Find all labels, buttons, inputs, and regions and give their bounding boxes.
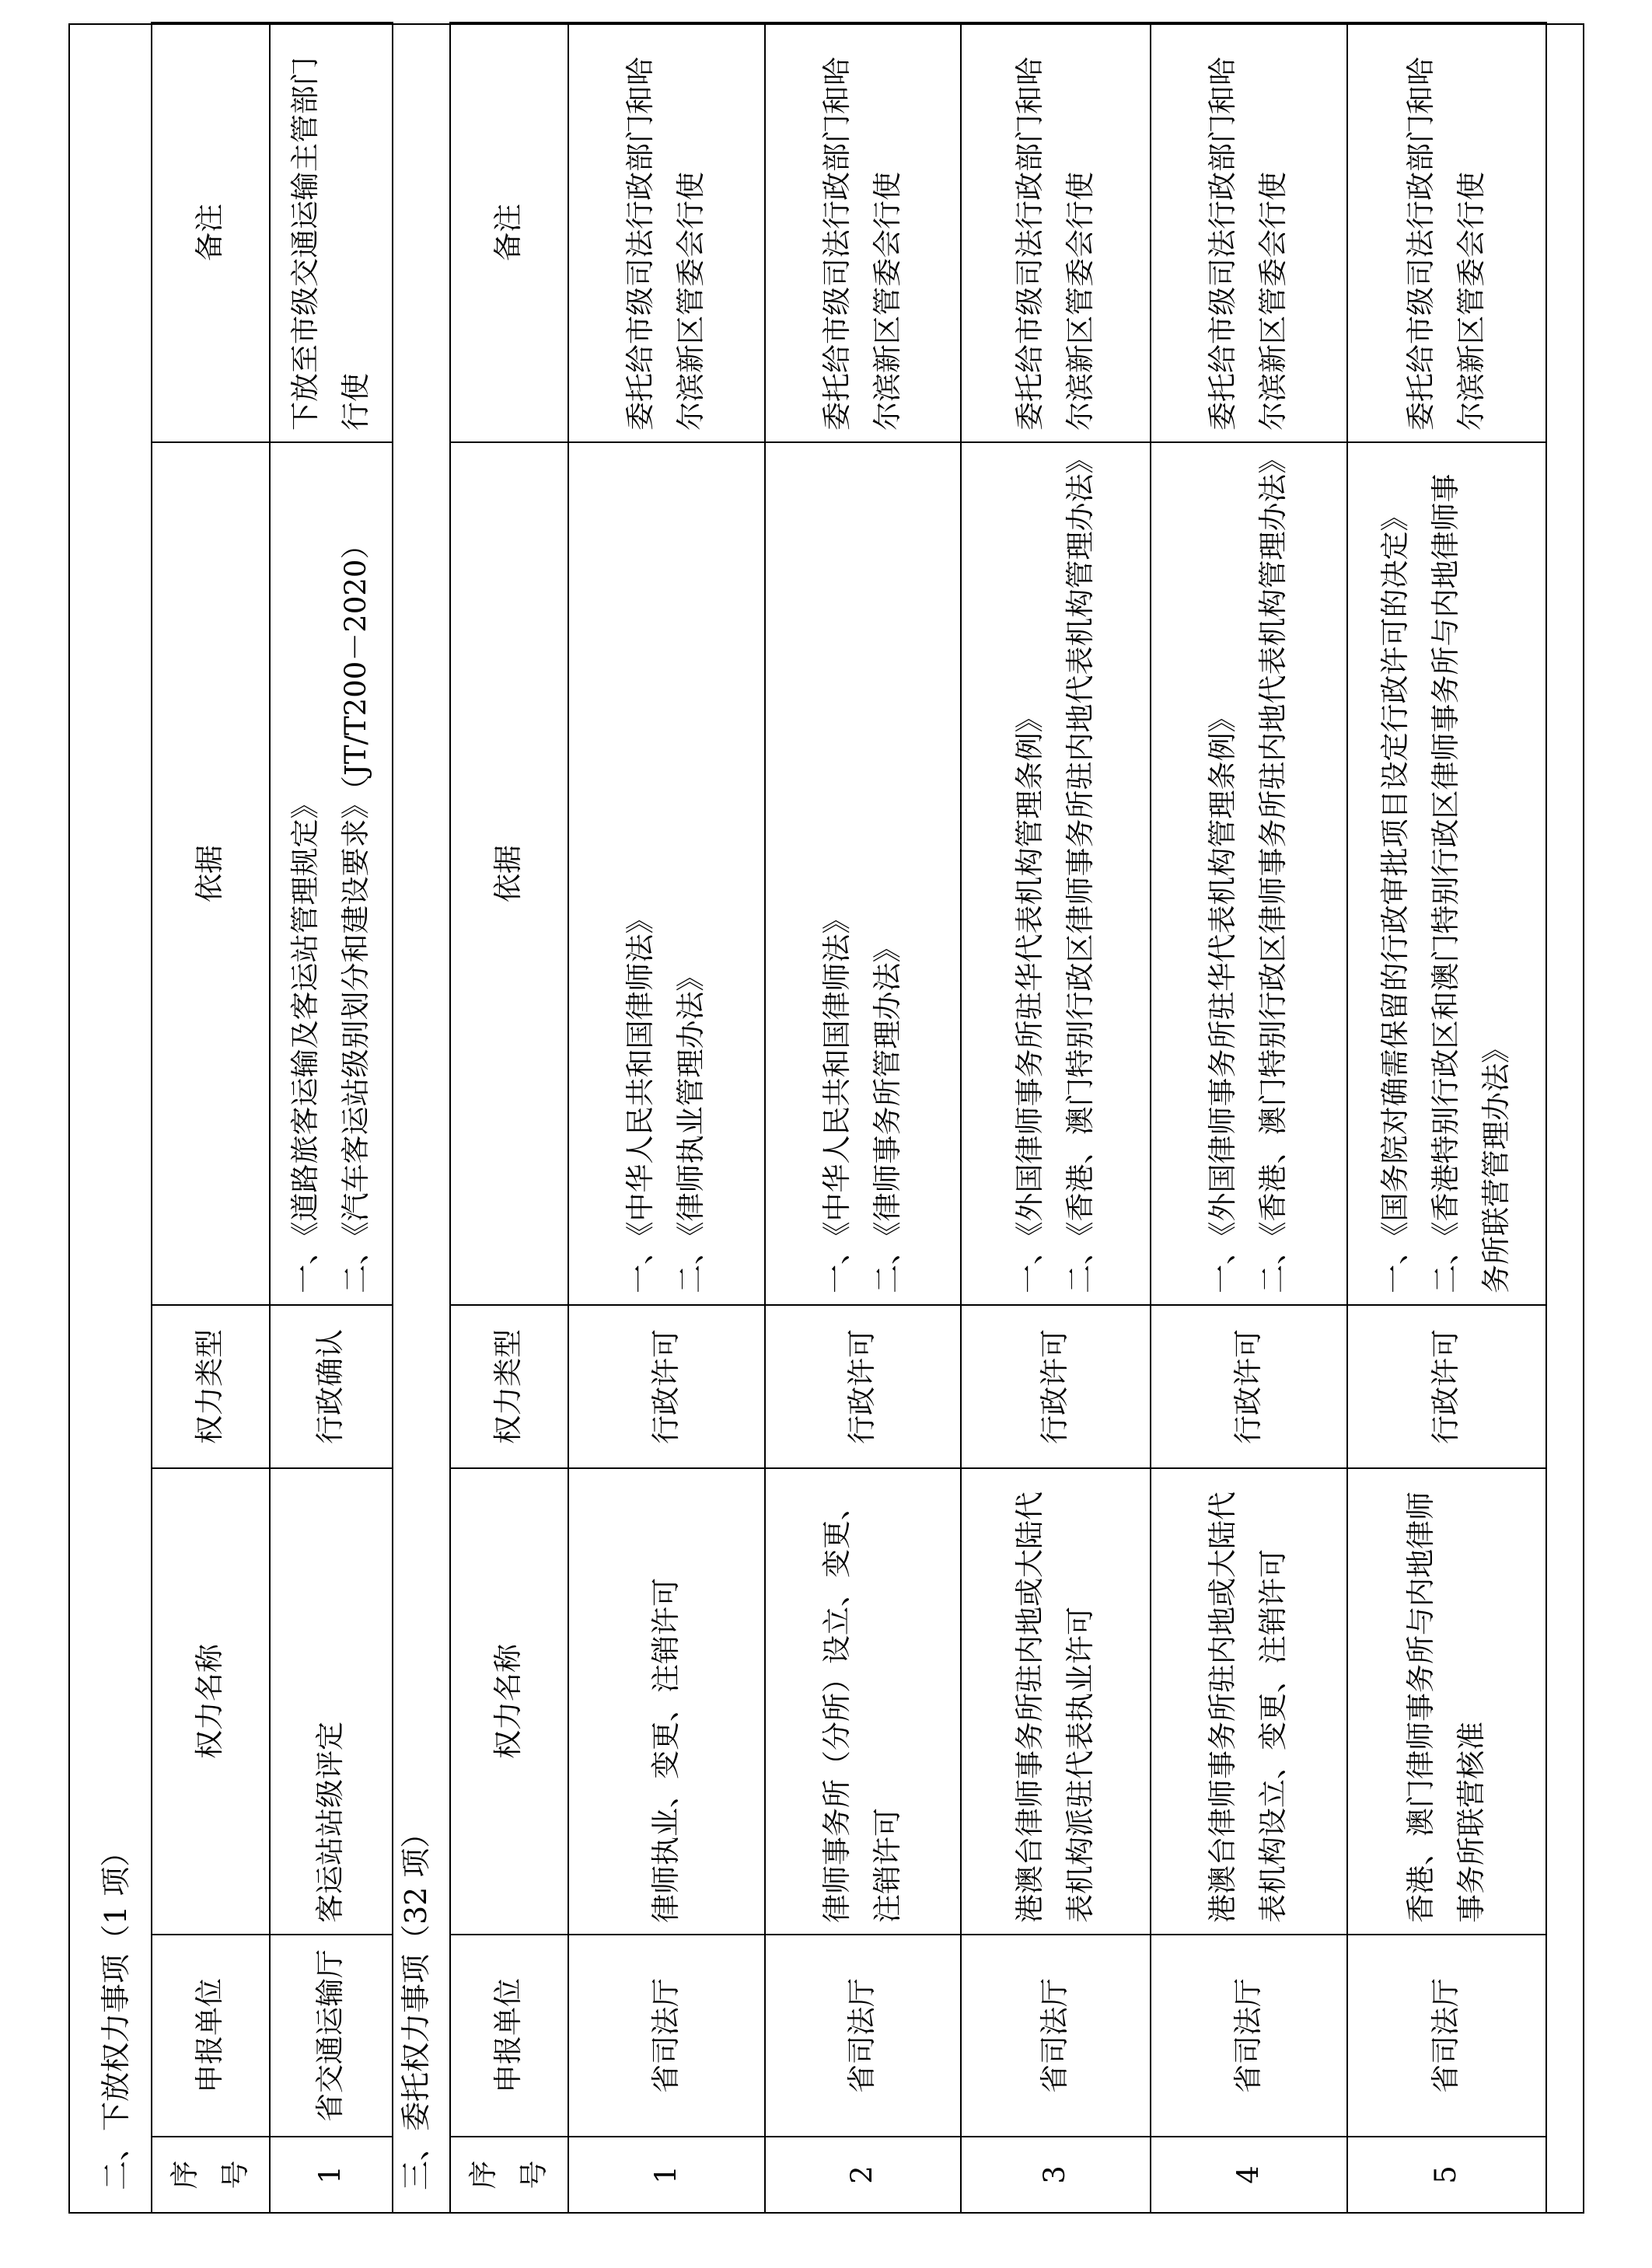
col-header-type: 权力类型: [450, 1305, 568, 1468]
cell-basis: [270, 442, 393, 1305]
col-header-basis: 依据: [152, 442, 270, 1305]
cell-basis: [765, 442, 961, 1305]
cell-name: 香港、澳门律师事务所与内地律师事务所联营核准: [1347, 1468, 1546, 1935]
cell-no: 1: [568, 2137, 765, 2213]
col-header-name: 权力名称: [450, 1468, 568, 1935]
basis-line: 二、《香港、澳门特别行政区律师事务所驻内地代表机构管理办法》: [1256, 445, 1290, 1293]
table-row: [1347, 23, 1546, 2213]
cell-type: 行政确认: [270, 1305, 393, 1468]
cell-basis: [1151, 442, 1347, 1305]
basis-line: 二、《律师事务所管理办法》: [870, 933, 904, 1293]
cell-type: 行政许可: [1151, 1305, 1347, 1468]
basis-line: 一、《国务院对确需保留的行政审批项目设定行政许可的决定》: [1378, 502, 1413, 1293]
section-title: 二、下放权力事项（1 项）: [99, 1837, 133, 2190]
cell-unit: 省司法厅: [568, 1935, 765, 2137]
delegated-powers-table: [151, 22, 393, 2214]
cell-type: 行政许可: [568, 1305, 765, 1468]
table-row: [1151, 23, 1347, 2213]
basis-line: 一、《外国律师事务所驻华代表机构管理条例》: [1012, 703, 1046, 1293]
cell-basis: [961, 442, 1151, 1305]
cell-no: 5: [1347, 2137, 1546, 2213]
col-header-unit: 申报单位: [152, 1935, 270, 2137]
cell-unit: 省司法厅: [1151, 1935, 1347, 2137]
cell-name: 港澳台律师事务所驻内地或大陆代表机构设立、变更、注销许可: [1151, 1468, 1347, 1935]
table-row: [765, 23, 961, 2213]
cell-basis: [1347, 442, 1546, 1305]
cell-note: 委托给市级司法行政部门和哈尔滨新区管委会行使: [961, 23, 1151, 442]
cell-no: 1: [270, 2137, 393, 2213]
cell-note: 委托给市级司法行政部门和哈尔滨新区管委会行使: [568, 23, 765, 442]
rotated-page: [68, 23, 1584, 2214]
cell-no: 3: [961, 2137, 1151, 2213]
cell-unit: 省司法厅: [1347, 1935, 1546, 2137]
cell-no: 2: [765, 2137, 961, 2213]
cell-no: 4: [1151, 2137, 1347, 2213]
cell-type: 行政许可: [961, 1305, 1151, 1468]
cell-note: 委托给市级司法行政部门和哈尔滨新区管委会行使: [765, 23, 961, 442]
cell-unit: 省交通运输厅: [270, 1935, 393, 2137]
cell-type: 行政许可: [765, 1305, 961, 1468]
cell-name: 港澳台律师事务所驻内地或大陆代表机构派驻代表执业许可: [961, 1468, 1151, 1935]
entrusted-powers-table: [449, 22, 1547, 2214]
table-row: [568, 23, 765, 2213]
cell-unit: 省司法厅: [765, 1935, 961, 2137]
basis-line: 二、《香港特别行政区和澳门特别行政区律师事务所与内地律师事务所联营管理办法》: [1429, 473, 1513, 1293]
basis-line: 一、《中华人民共和国律师法》: [819, 905, 854, 1293]
table-header-row: [152, 23, 270, 2213]
col-header-name: 权力名称: [152, 1468, 270, 1935]
basis-line: 一、《道路旅客运输及客运站管理规定》: [288, 790, 322, 1293]
basis-line: 二、《香港、澳门特别行政区律师事务所驻内地代表机构管理办法》: [1063, 445, 1097, 1293]
cell-type: 行政许可: [1347, 1305, 1546, 1468]
col-header-note: 备注: [152, 23, 270, 442]
table-row: [961, 23, 1151, 2213]
section-title: 三、委托权力事项（32 项）: [399, 1818, 433, 2190]
cell-name: 律师执业、变更、注销许可: [568, 1468, 765, 1935]
table-row: [270, 23, 393, 2213]
basis-line: 二、《律师执业管理办法》: [674, 962, 707, 1293]
cell-unit: 省司法厅: [961, 1935, 1151, 2137]
cell-note: 委托给市级司法行政部门和哈尔滨新区管委会行使: [1347, 23, 1546, 442]
col-header-basis: 依据: [450, 442, 568, 1305]
cell-note: 委托给市级司法行政部门和哈尔滨新区管委会行使: [1151, 23, 1347, 442]
cell-note: 下放至市级交通运输主管部门行使: [270, 23, 393, 442]
col-header-note: 备注: [450, 23, 568, 442]
table-header-row: [450, 23, 568, 2213]
basis-line: 二、《汽车客运站级别划分和建设要求》（JT/T200－2020）: [338, 530, 372, 1293]
col-header-no: 序号: [152, 2137, 270, 2213]
cell-name: 客运站站级评定: [270, 1468, 393, 1935]
basis-line: 一、《外国律师事务所驻华代表机构管理条例》: [1206, 703, 1240, 1293]
col-header-no: 序号: [450, 2137, 568, 2213]
cell-name: 律师事务所（分所）设立、变更、注销许可: [765, 1468, 961, 1935]
col-header-unit: 申报单位: [450, 1935, 568, 2137]
basis-line: 一、《中华人民共和国律师法》: [623, 905, 658, 1293]
col-header-type: 权力类型: [152, 1305, 270, 1468]
cell-basis: [568, 442, 765, 1305]
